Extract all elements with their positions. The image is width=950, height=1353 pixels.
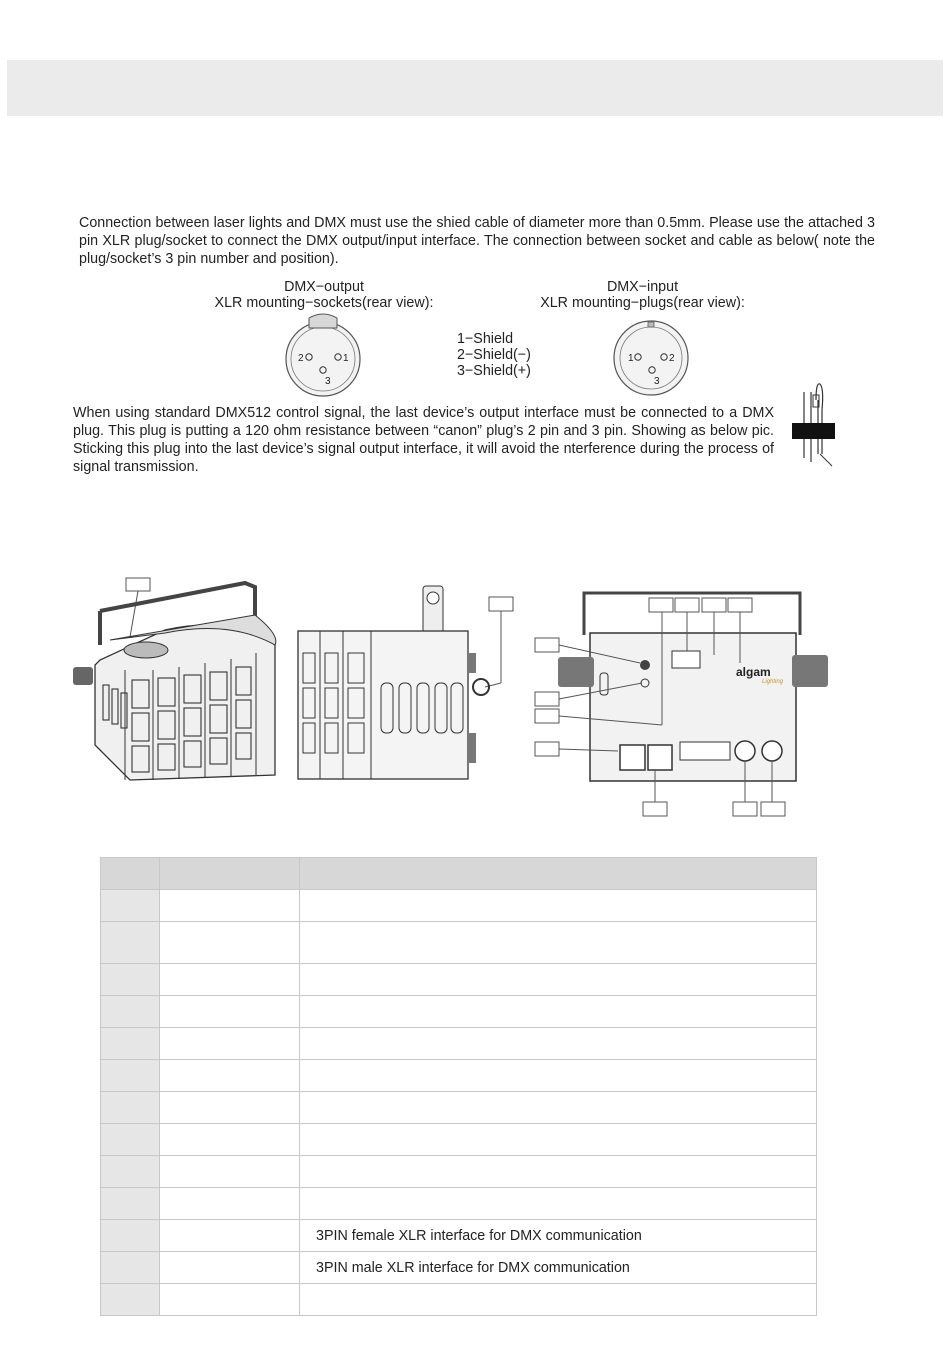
table-cell-number — [101, 1060, 160, 1092]
callout-box — [761, 802, 785, 816]
table-cell-number — [101, 1028, 160, 1060]
table-row — [101, 1252, 817, 1284]
table-cell-description — [300, 1284, 817, 1316]
table-cell-description — [300, 1028, 817, 1060]
socket-pin-3: 3 — [325, 376, 331, 387]
dmx-input-subtitle: XLR mounting−plugs(rear view): — [540, 295, 745, 311]
plug-pin-2: 2 — [669, 353, 675, 364]
brand-sub: Lighting — [762, 679, 784, 685]
table-cell-description — [300, 996, 817, 1028]
socket-pin-2: 2 — [298, 353, 304, 364]
callout-box — [535, 692, 559, 706]
table-cell-name — [160, 1028, 300, 1060]
callout-box — [489, 597, 513, 611]
callout-box — [702, 598, 726, 612]
table-cell-number — [101, 922, 160, 964]
table-cell-number — [101, 1284, 160, 1316]
fixture-front-view — [70, 575, 285, 790]
table-cell-number — [101, 1252, 160, 1284]
table-cell-name — [160, 1060, 300, 1092]
table-cell-name — [160, 1156, 300, 1188]
table-cell-description — [300, 1060, 817, 1092]
table-row — [101, 964, 817, 996]
dmx-output-subtitle: XLR mounting−sockets(rear view): — [214, 295, 434, 311]
dmx-output-title: DMX−output — [284, 279, 364, 295]
table-cell-number — [101, 1220, 160, 1252]
table-cell-name — [160, 922, 300, 964]
table-cell-name — [160, 964, 300, 996]
table-row — [101, 1028, 817, 1060]
table-row — [101, 1124, 817, 1156]
brand-logo: algam — [736, 665, 771, 679]
intro-paragraph: Connection between laser lights and DMX must use the shied cable of diameter more than 0.5mm. Please use the attached 3 pin XLR plug/socket to connect the DMX output/input interface. The connection between socket and cable as below( note the plug/socket’s 3 pin number and position). — [79, 215, 875, 267]
socket-pin-1: 1 — [343, 353, 349, 364]
pin-label-3: 3−Shield(+) — [457, 363, 531, 379]
table-cell-number — [101, 1092, 160, 1124]
table-cell-description — [300, 1156, 817, 1188]
callout-box — [649, 598, 673, 612]
callout-box — [675, 598, 699, 612]
table-cell-name — [160, 858, 300, 890]
table-row — [101, 1156, 817, 1188]
table-cell-name — [160, 1284, 300, 1316]
table-row — [101, 922, 817, 964]
dmx-output-label — [204, 279, 444, 311]
table-cell-description — [300, 922, 817, 964]
spec-table — [100, 857, 817, 1316]
terminator-paragraph: When using standard DMX512 control signal, the last device’s output interface must be connected to a DMX plug. This plug is putting a 120 ohm resistance between “canon” plug’s 2 pin and 3 pin. Showing as below pic. Sticking this plug into the last device’s signal output interface, it will avoid the nterference during the process of signal transmission. — [73, 405, 774, 475]
callout-box — [728, 598, 752, 612]
table-cell-description: 3PIN female XLR interface for DMX communication — [300, 1220, 817, 1252]
callout-box — [126, 578, 150, 591]
dmx-input-label — [520, 279, 765, 311]
xlr-socket-diagram — [285, 310, 365, 390]
table-cell-description — [300, 858, 817, 890]
table-row — [101, 890, 817, 922]
dmx-input-title: DMX−input — [606, 279, 679, 295]
callout-box — [733, 802, 757, 816]
table-cell-number — [101, 1124, 160, 1156]
table-cell-description — [300, 1188, 817, 1220]
table-cell-number — [101, 858, 160, 890]
callout-box — [535, 742, 559, 756]
table-cell-description: 3PIN male XLR interface for DMX communication — [300, 1252, 817, 1284]
table-cell-description — [300, 890, 817, 922]
table-cell-description — [300, 1092, 817, 1124]
table-cell-name — [160, 1188, 300, 1220]
table-header-row — [101, 858, 817, 890]
table-cell-name — [160, 1092, 300, 1124]
table-cell-name — [160, 996, 300, 1028]
pin-label-1: 1−Shield — [457, 331, 514, 347]
callout-box — [535, 638, 559, 652]
table-cell-number — [101, 996, 160, 1028]
xlr-plug-diagram — [612, 318, 692, 398]
callout-box — [535, 709, 559, 723]
pin-label-2: 2−Shield(−) — [457, 347, 531, 363]
table-cell-description — [300, 964, 817, 996]
table-cell-number — [101, 1156, 160, 1188]
table-row — [101, 1092, 817, 1124]
table-row — [101, 1284, 817, 1316]
table-cell-name — [160, 890, 300, 922]
plug-pin-1: 1 — [628, 353, 634, 364]
header-band — [7, 60, 943, 116]
table-cell-name — [160, 1220, 300, 1252]
pin-assignment-list — [457, 331, 531, 379]
table-row — [101, 1220, 817, 1252]
table-cell-name — [160, 1252, 300, 1284]
callout-box — [643, 802, 667, 816]
table-row — [101, 1188, 817, 1220]
fixture-side-view — [295, 583, 520, 783]
plug-pin-3: 3 — [654, 376, 660, 387]
fixture-rear-panel-view — [532, 585, 832, 820]
table-cell-number — [101, 1188, 160, 1220]
table-cell-name — [160, 1124, 300, 1156]
table-row — [101, 1060, 817, 1092]
table-cell-description — [300, 1124, 817, 1156]
table-row — [101, 996, 817, 1028]
table-cell-number — [101, 890, 160, 922]
table-cell-number — [101, 964, 160, 996]
terminator-plug-illustration — [790, 380, 840, 470]
